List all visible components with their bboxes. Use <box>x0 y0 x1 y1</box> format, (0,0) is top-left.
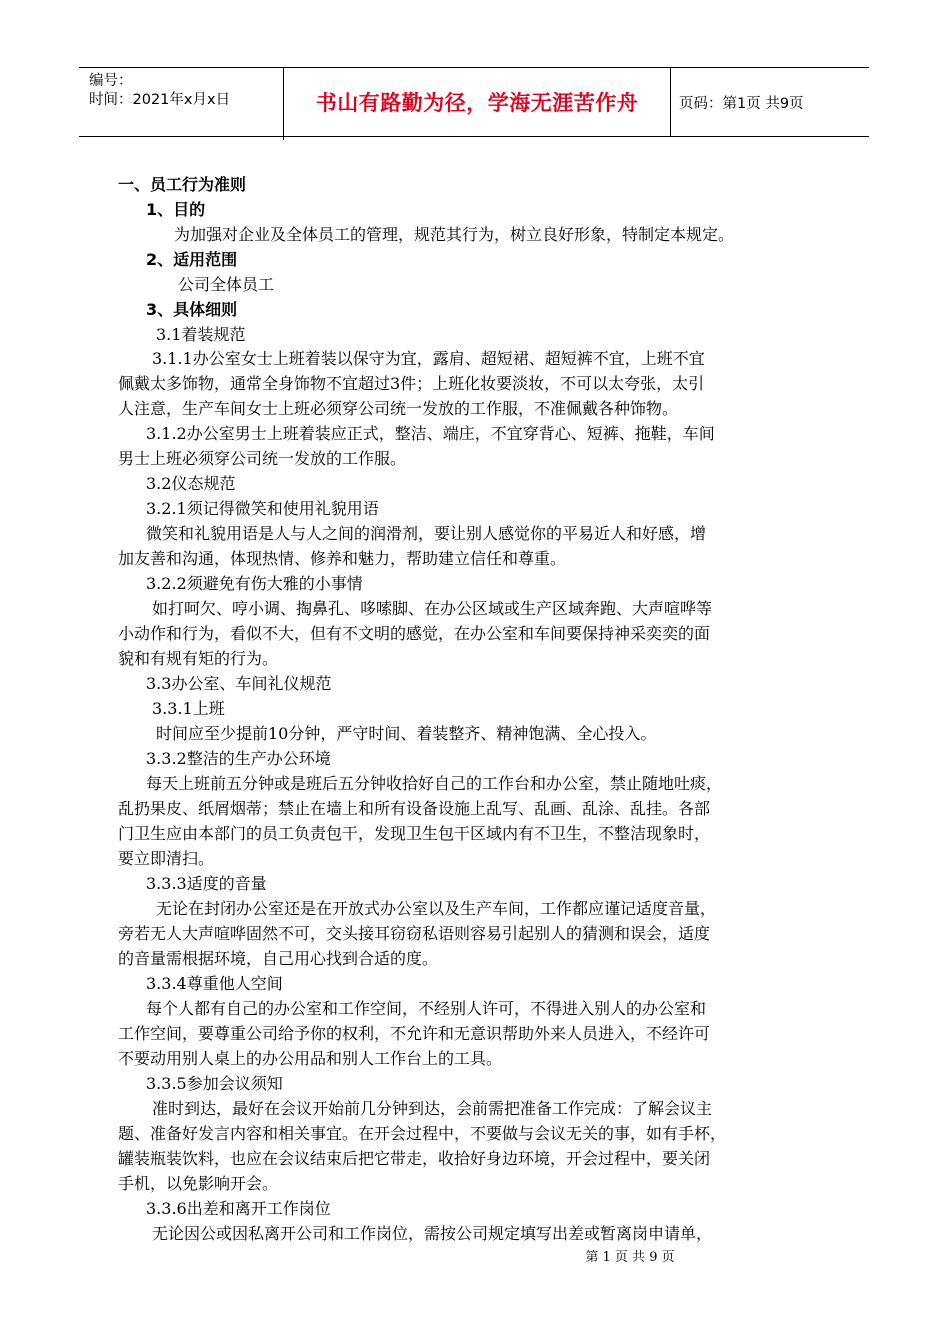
body-line: 貌和有规有矩的行为。 <box>118 649 279 668</box>
body-line: 不要动用别人桌上的办公用品和别人工作台上的工具。 <box>118 1049 503 1068</box>
body-line: 3.1.1办公室女士上班着装以保守为宜，露肩、超短裙、超短裤不宜，上班不宜 <box>152 349 705 368</box>
body-line: 3.1着装规范 <box>156 325 246 344</box>
page-footer <box>0 1246 950 1265</box>
body-line: 3.3.1上班 <box>152 699 225 718</box>
section-heading: 1、目的 <box>146 200 206 219</box>
body-line: 为加强对企业及全体员工的管理，规范其行为，树立良好形象，特制定本规定。 <box>174 225 735 244</box>
footer-page-number: 第 1 页 共 9 页 <box>585 1250 675 1265</box>
body-line: 人注意，生产车间女士上班必须穿公司统一发放的工作服，不准佩戴各种饰物。 <box>118 399 679 418</box>
body-line: 工作空间，要尊重公司给予你的权利，不允许和无意识帮助外来人员进入，不经许可 <box>118 1024 711 1043</box>
section-heading: 一、员工行为准则 <box>118 175 247 194</box>
body-line: 3.3办公室、车间礼仪规范 <box>146 674 332 693</box>
body-line: 小动作和行为，看似不大，但有不文明的感觉，在办公室和车间要保持神采奕奕的面 <box>118 624 711 643</box>
body-line: 男士上班必须穿公司统一发放的工作服。 <box>118 449 407 468</box>
body-line: 加友善和沟通，体现热情、修养和魅力，帮助建立信任和尊重。 <box>118 549 567 568</box>
body-line: 3.3.4尊重他人空间 <box>146 974 283 993</box>
header-page-info: 页码：第1页 共9页 <box>679 95 804 112</box>
body-line: 手机，以免影响开会。 <box>118 1174 279 1193</box>
body-line: 每天上班前五分钟或是班后五分钟收拾好自己的工作台和办公室，禁止随地吐痰， <box>146 774 723 793</box>
body-line: 无论在封闭办公室还是在开放式办公室以及生产车间，工作都应谨记适度音量， <box>156 899 717 918</box>
section-heading: 2、适用范围 <box>146 250 238 269</box>
header-motto: 书山有路勤为径，学海无涯苦作舟 <box>315 91 639 115</box>
body-line: 无论因公或因私离开公司和工作岗位，需按公司规定填写出差或暂离岗申请单， <box>152 1224 713 1243</box>
header-table <box>79 67 869 137</box>
body-line: 3.3.3适度的音量 <box>146 874 267 893</box>
body-line: 公司全体员工 <box>178 275 275 294</box>
body-line: 如打呵欠、哼小调、掏鼻孔、哆嗦脚、在办公区域或生产区域奔跑、大声喧哗等 <box>152 599 713 618</box>
header-meta-cell <box>79 68 284 140</box>
header-motto-cell <box>284 68 671 136</box>
body-line: 3.2.2须避免有伤大雅的小事情 <box>146 574 363 593</box>
body-line: 3.3.2整洁的生产办公环境 <box>146 749 331 768</box>
body-line: 3.1.2办公室男士上班着装应正式，整洁、端庄，不宜穿背心、短裤、拖鞋，车间 <box>146 424 715 443</box>
body-line: 佩戴太多饰物，通常全身饰物不宜超过3件；上班化妆要淡妆，不可以太夸张，太引 <box>118 374 705 393</box>
body-line: 要立即清扫。 <box>118 849 215 868</box>
body-line: 3.2.1须记得微笑和使用礼貌用语 <box>146 499 379 518</box>
body-line: 乱扔果皮、纸屑烟蒂；禁止在墙上和所有设备设施上乱写、乱画、乱涂、乱挂。各部 <box>118 799 711 818</box>
body-line: 准时到达，最好在会议开始前几分钟到达，会前需把准备工作完成：了解会议主 <box>152 1099 713 1118</box>
body-line: 微笑和礼貌用语是人与人之间的润滑剂，要让别人感觉你的平易近人和好感，增 <box>146 524 707 543</box>
body-line: 3.3.6出差和离开工作岗位 <box>146 1199 331 1218</box>
doc-number-label: 编号： <box>89 73 133 89</box>
body-line: 门卫生应由本部门的员工负责包干，发现卫生包干区域内有不卫生，不整洁现象时， <box>118 824 711 843</box>
body-line: 每个人都有自己的办公室和工作空间，不经别人许可，不得进入别人的办公室和 <box>146 999 707 1018</box>
body-line: 3.3.5参加会议须知 <box>146 1074 283 1093</box>
body-line: 旁若无人大声喧哗固然不可，交头接耳窃窃私语则容易引起别人的猜测和误会，适度 <box>118 924 711 943</box>
section-heading: 3、具体细则 <box>146 300 238 319</box>
body-line: 题、准备好发言内容和相关事宜。在开会过程中，不要做与会议无关的事，如有手杯， <box>118 1124 727 1143</box>
body-line: 时间应至少提前10分钟，严守时间、着装整齐、精神饱满、全心投入。 <box>156 724 657 743</box>
body-line: 的音量需根据环境，自己用心找到合适的度。 <box>118 949 439 968</box>
body-line: 3.2仪态规范 <box>146 474 236 493</box>
doc-time-label: 时间：2021年x月x日 <box>89 92 231 108</box>
body-line: 罐装瓶装饮料，也应在会议结束后把它带走，收拾好身边环境，开会过程中，要关闭 <box>118 1149 711 1168</box>
